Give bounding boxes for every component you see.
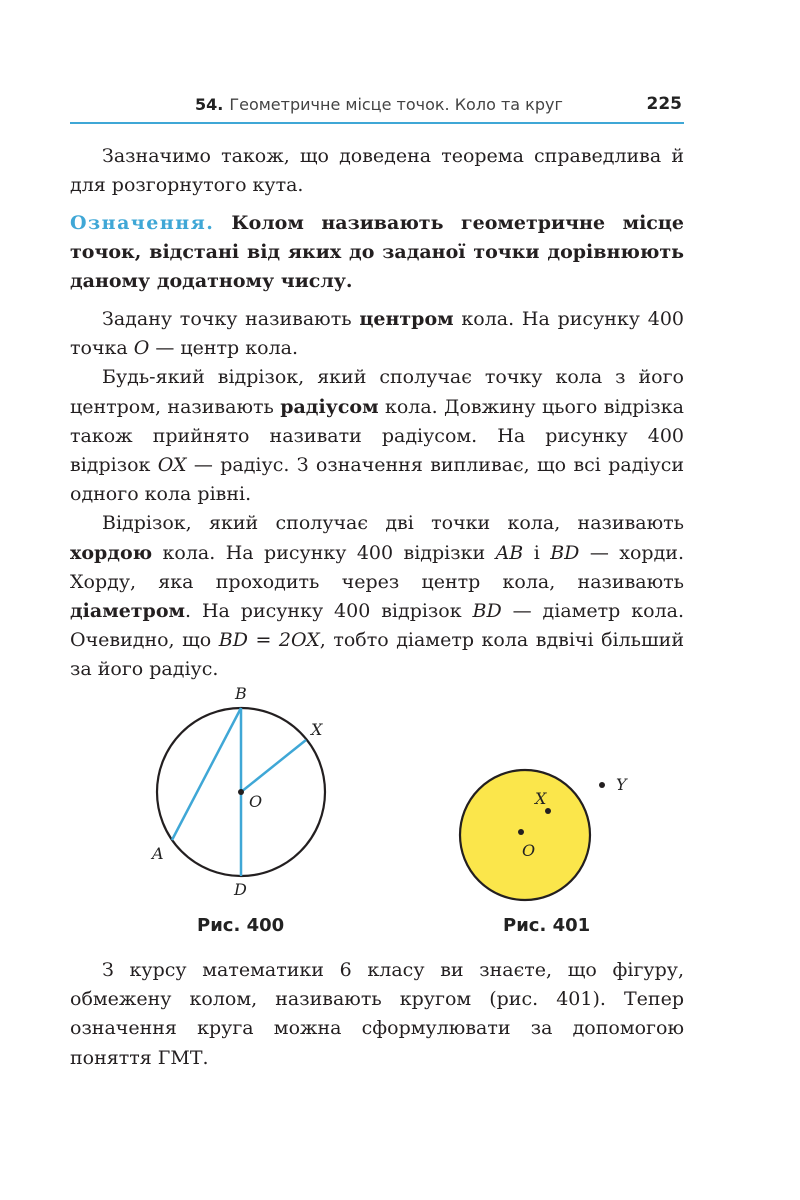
point-y-dot xyxy=(599,782,605,788)
point-x-dot xyxy=(545,808,551,814)
figure-401 xyxy=(450,760,650,910)
chord-ab xyxy=(172,708,241,840)
section-number: 54. xyxy=(195,95,224,114)
closing-text xyxy=(70,956,684,1073)
text-run: — хорди. Хорду, яка проходить через центр кола, називають xyxy=(70,541,684,593)
page-header xyxy=(70,92,684,124)
text-run: кола. На рисунку 400 відрізки xyxy=(152,541,496,564)
text-run: — центр кола. xyxy=(149,337,299,360)
label-o-401: O xyxy=(522,841,536,860)
text-run: — радіус. З означення випливає, що всі радіуси одного кола рівні. xyxy=(70,454,684,506)
section-title: Геометричне місце точок. Коло та круг xyxy=(229,95,563,114)
paragraph-radius xyxy=(70,363,684,509)
label-o: O xyxy=(249,792,263,811)
term-radius: радіусом xyxy=(280,395,379,418)
point-o-dot xyxy=(518,829,524,835)
label-d: D xyxy=(234,880,247,899)
disk-401 xyxy=(460,770,590,900)
math-var: AB xyxy=(495,541,524,564)
label-b: B xyxy=(235,684,247,703)
body-text xyxy=(70,305,684,685)
text-run: . На рисунку 400 відрізок xyxy=(185,600,473,623)
figure-400 xyxy=(140,680,350,910)
text-run: Відрізок, який сполучає дві точки кола, називають xyxy=(102,512,684,535)
intro-paragraph xyxy=(70,142,684,200)
caption-401: Рис. 401 xyxy=(503,915,591,936)
text-run: кола. Довжину цього відрізка також прийнято називати радіусом. На рисунку 400 відрізок xyxy=(70,395,684,477)
definition-label: Означення. xyxy=(70,212,215,234)
paragraph-chord xyxy=(70,509,684,684)
caption-400: Рис. 400 xyxy=(197,915,285,936)
label-x: X xyxy=(311,720,323,739)
section-heading xyxy=(195,95,563,114)
text-run: кола. На рисунку 400 точка xyxy=(70,308,684,360)
math-var: BD xyxy=(472,600,502,623)
definition-paragraph xyxy=(70,209,684,297)
text-run: Задану точку називають xyxy=(102,308,360,330)
paragraph-center xyxy=(70,305,684,363)
label-a: A xyxy=(152,844,164,863)
term-center: центром xyxy=(359,308,454,330)
term-diameter: діаметром xyxy=(70,600,186,623)
math-var: O xyxy=(133,337,150,360)
center-dot-o xyxy=(238,789,244,795)
label-x-401: X xyxy=(535,789,547,808)
definition-text: Колом називають геометричне місце точок, відстані від яких до заданої точки дорівнюють даному додатному числу. xyxy=(70,212,684,293)
math-formula: BD = 2OX xyxy=(218,629,320,652)
text-run: і xyxy=(523,541,551,564)
term-chord: хордою xyxy=(70,541,153,564)
math-var: OX xyxy=(157,454,187,477)
label-y-401: Y xyxy=(616,775,627,794)
radius-ox xyxy=(241,740,306,792)
text-run: — діаметр кола. Очевидно, що xyxy=(70,600,685,652)
page-number: 225 xyxy=(646,94,682,114)
math-var: BD xyxy=(550,541,580,564)
paragraph-disk: З курсу математики 6 класу ви знаєте, що фігуру, обмежену колом, називають кругом (рис. 401). Тепер означення круга можна сформулювати за допомогою поняття ГМТ. xyxy=(70,959,684,1069)
paragraph-1: Зазначимо також, що доведена теорема справедлива й для розгорнутого кута. xyxy=(70,145,684,197)
definition-block xyxy=(70,209,684,297)
text-run: , тобто діаметр кола вдвічі більший за його радіус. xyxy=(70,629,684,681)
text-run: Будь-який відрізок, який сполучає точку кола з його центром, називають xyxy=(70,366,684,418)
